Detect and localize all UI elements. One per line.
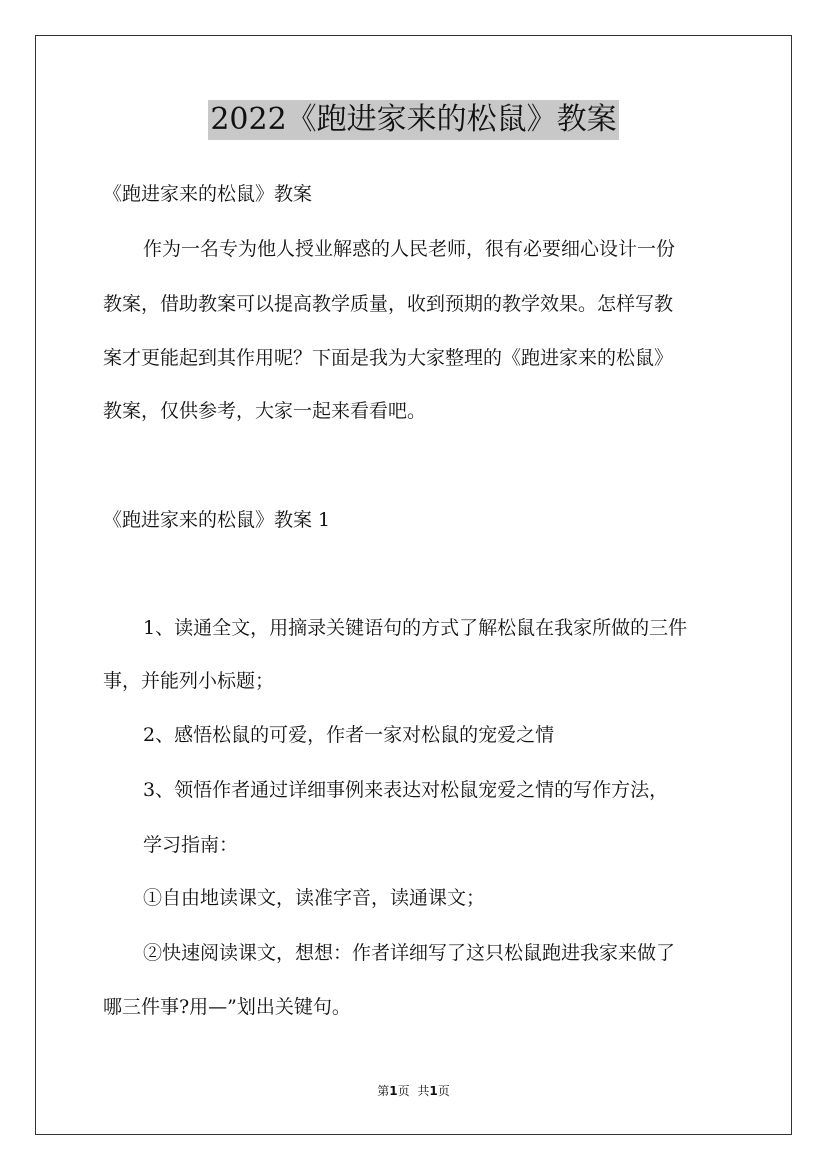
total-prefix: 共 — [417, 1084, 430, 1098]
total-suffix: 页 — [437, 1084, 450, 1098]
intro-line-2: 教案，借助教案可以提高教学质量，收到预期的教学效果。怎样写教 — [103, 293, 674, 315]
intro-line-3: 案才更能起到其作用呢？下面是我为大家整理的《跑进家来的松鼠》 — [103, 347, 674, 369]
page-suffix: 页 — [397, 1084, 410, 1098]
subtitle: 《跑进家来的松鼠》教案 — [103, 183, 313, 205]
document-title: 2022《跑进家来的松鼠》教案 — [208, 100, 618, 140]
body-line-5: 学习指南： — [143, 834, 239, 856]
total-number: 1 — [429, 1084, 438, 1098]
body-line-1: 1、读通全文，用摘录关键语句的方式了解松鼠在我家所做的三件 — [143, 617, 688, 639]
title-container — [0, 100, 827, 140]
intro-line-4: 教案，仅供参考，大家一起来看看吧。 — [103, 400, 427, 422]
section-heading: 《跑进家来的松鼠》教案 1 — [103, 509, 331, 531]
body-line-6: ①自由地读课文，读准字音，读通课文； — [143, 887, 486, 909]
body-line-7: ②快速阅读课文，想想：作者详细写了这只松鼠跑进我家来做了 — [143, 942, 676, 964]
body-line-3: 2、感悟松鼠的可爱，作者一家对松鼠的宠爱之情 — [143, 724, 555, 746]
page-footer — [0, 1082, 827, 1100]
body-line-8: 哪三件事?用—”划出关键句。 — [103, 996, 351, 1018]
page-number: 1 — [389, 1084, 398, 1098]
intro-line-1: 作为一名专为他人授业解惑的人民老师，很有必要细心设计一份 — [143, 238, 676, 260]
page-prefix: 第 — [377, 1084, 390, 1098]
body-line-4: 3、领悟作者通过详细事例来表达对松鼠宠爱之情的写作方法， — [143, 779, 669, 801]
body-line-2: 事，并能列小标题； — [103, 670, 275, 692]
